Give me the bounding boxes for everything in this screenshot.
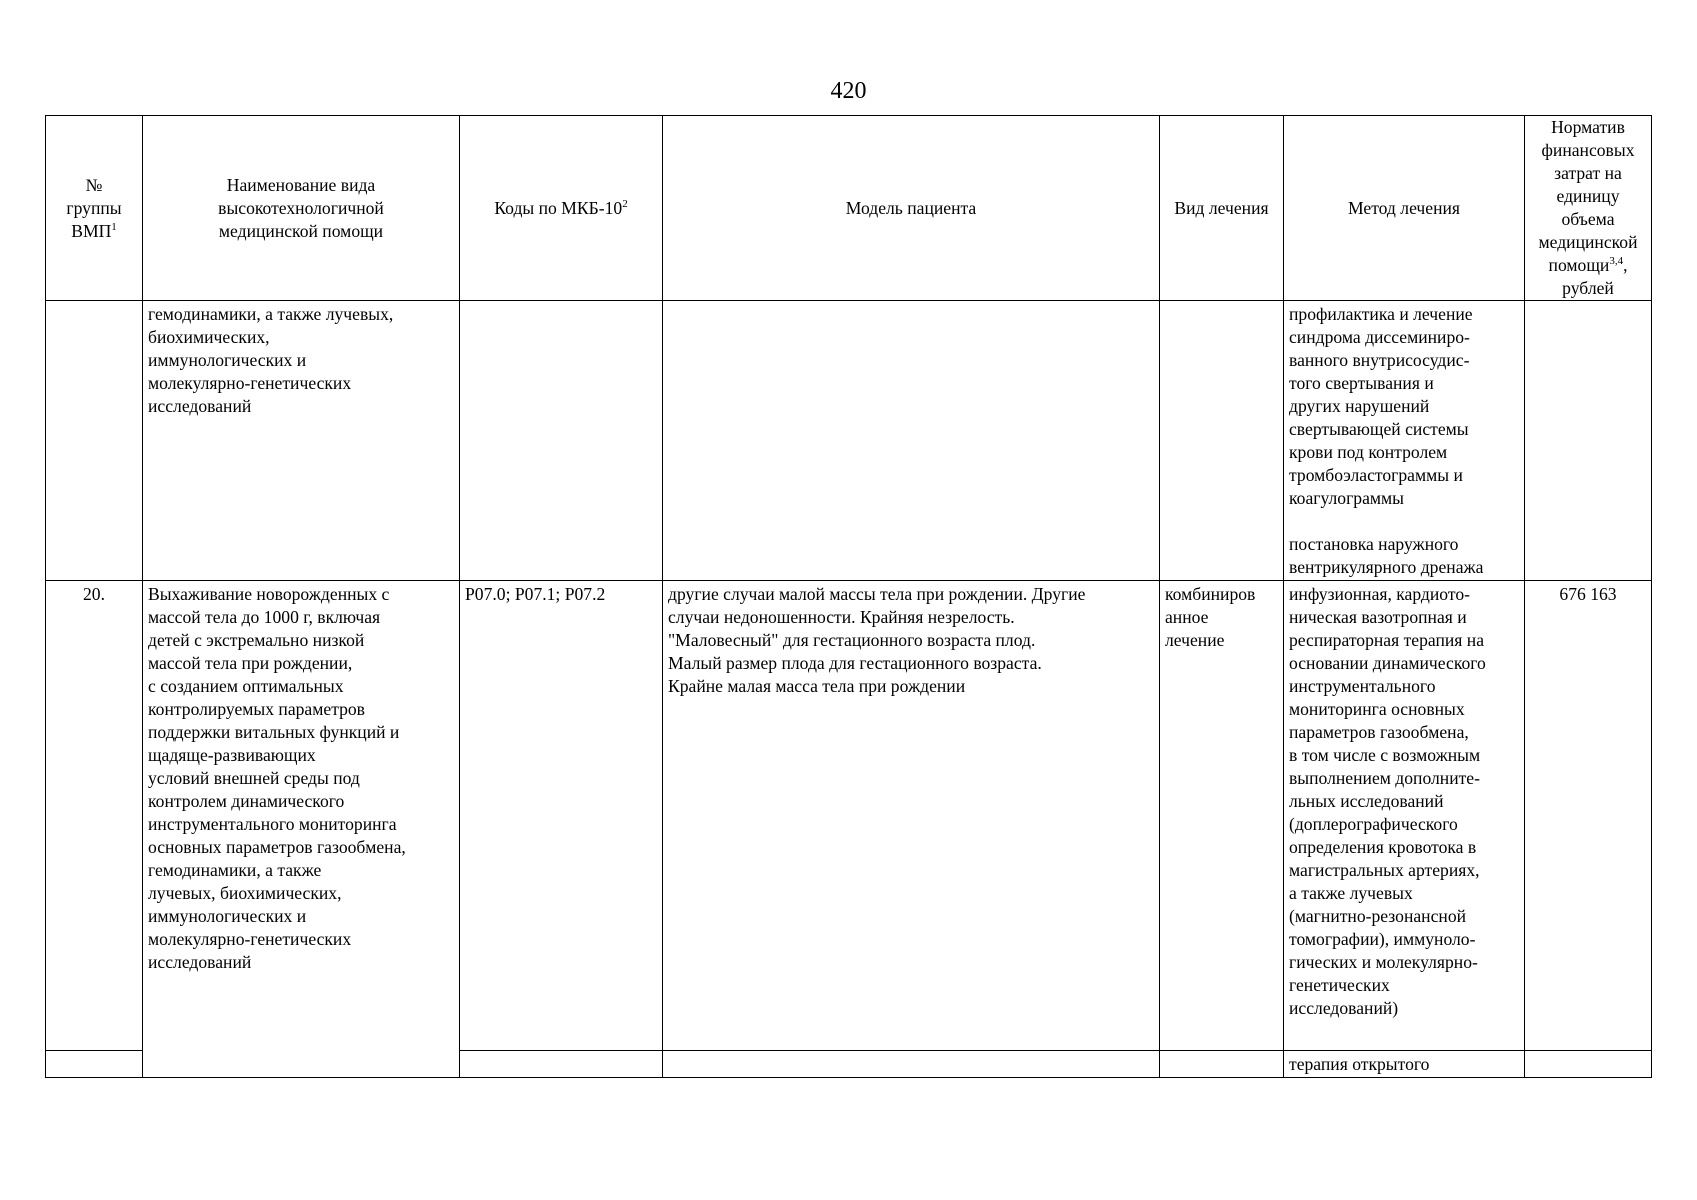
table-row [46, 581, 1652, 1051]
group-number-cell [46, 301, 143, 581]
treatment-method-cell: инфузионная, кардиото- ническая вазотропная и респираторная терапия на основании динамического инструментального мониторинга основных параметров газообмена, в том числе с возможным выполнением дополните- льных исследований (доплерографического определения кровотока в магистральных артериях, а также лучевых (магнитно-резонансной томографии), иммуноло- гических и молекулярно- генетических исследований) [1284, 581, 1525, 1051]
cost-cell [1525, 301, 1652, 581]
treatment-method-cell: терапия открытого [1284, 1051, 1525, 1078]
method-text: постановка наружного вентрикулярного дренажа [1289, 534, 1484, 577]
header-care-type: Наименование вида высокотехнологичной медицинской помощи [143, 116, 460, 301]
group-number-cell [46, 1051, 143, 1078]
vmp-table [45, 115, 1652, 1078]
cost-cell: 676 163 [1525, 581, 1652, 1051]
care-type-cell: гемодинамики, а также лучевых, биохимических, иммунологических и молекулярно-генетических исследований [143, 301, 460, 581]
header-patient-model: Модель пациента [663, 116, 1160, 301]
header-treatment-method: Метод лечения [1284, 116, 1525, 301]
treatment-type-cell [1160, 1051, 1284, 1078]
icd-codes-cell [460, 1051, 663, 1078]
treatment-type-cell: комбиниров анное лечение [1160, 581, 1284, 1051]
table-row [46, 301, 1652, 581]
page-number: 420 [830, 78, 867, 104]
patient-model-cell [663, 1051, 1160, 1078]
method-text: профилактика и лечение синдрома диссеминиро- ванного внутрисосудис- того свертывания и других нарушений свертывающей системы крови под контролем тромбоэластограммы и коагулограммы [1289, 304, 1473, 508]
treatment-type-cell [1160, 301, 1284, 581]
cost-cell [1525, 1051, 1652, 1078]
group-number-cell: 20. [46, 581, 143, 1051]
header-treatment-type: Вид лечения [1160, 116, 1284, 301]
patient-model-cell [663, 301, 1160, 581]
table-header [46, 116, 1652, 301]
icd-codes-cell: P07.0; P07.1; P07.2 [460, 581, 663, 1051]
treatment-method-cell [1284, 301, 1525, 581]
header-group-number: № группы ВМП$^1$ [46, 116, 143, 301]
patient-model-cell: другие случаи малой массы тела при рождении. Другие случаи недоношенности. Крайняя незрелость. "Маловесный" для гестационного возраста плод. Малый размер плода для гестационного возраста. Крайне малая масса тела при рождении [663, 581, 1160, 1051]
header-icd-codes: Коды по МКБ-$10^2$ [460, 116, 663, 301]
header-cost-standard: Норматив финансовых затрат на единицу объема медицинской помощи$^{3,4}$, рублей [1525, 116, 1652, 301]
care-type-cell: Выхаживание новорожденных с массой тела до 1000 г, включая детей с экстремально низкой массой тела при рождении, с созданием оптимальных контролируемых параметров поддержки витальных функций и щадяще-развивающих условий внешней среды под контролем динамического инструментального мониторинга основных параметров газообмена, гемодинамики, а также лучевых, биохимических, иммунологических и молекулярно-генетических исследований [143, 581, 460, 1078]
icd-codes-cell [460, 301, 663, 581]
